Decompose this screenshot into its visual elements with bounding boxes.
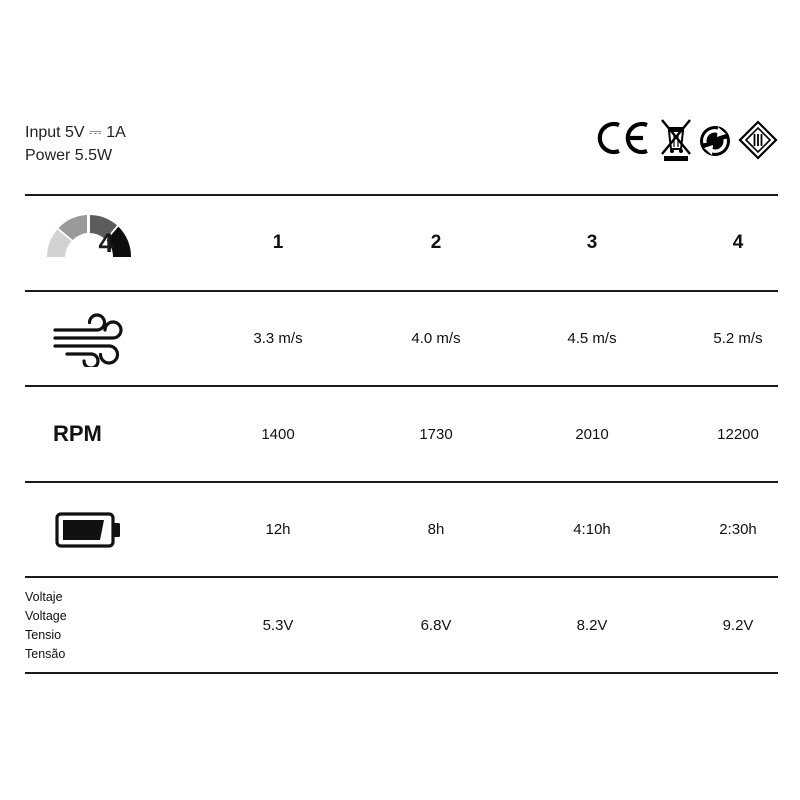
battery-life-2: 8h xyxy=(427,521,445,538)
wind-icon xyxy=(53,311,127,367)
rpm-label: RPM xyxy=(53,421,102,446)
battery-life-3: 4:10h xyxy=(573,521,611,538)
rpm-value-2: 1730 xyxy=(419,425,453,443)
wind-label xyxy=(53,292,127,385)
rpm-value-4: 12200 xyxy=(717,425,759,443)
speed-level-3: 3 xyxy=(586,232,598,253)
voltage-label-es: Voltaje xyxy=(25,590,63,604)
voltage-value-1: 5.3V xyxy=(262,616,294,634)
voltage-label-ca: Tensio xyxy=(25,628,62,642)
table-row xyxy=(25,483,778,576)
certification-marks xyxy=(596,114,792,164)
speed-level-2: 2 xyxy=(430,232,442,253)
wind-speed-2: 4.0 m/s xyxy=(411,330,461,347)
voltage-value-2: 6.8V xyxy=(420,616,452,634)
rpm-value-3: 2010 xyxy=(575,425,609,443)
wind-speed-1: 3.3 m/s xyxy=(253,330,303,347)
recycle-icon xyxy=(700,126,730,156)
speed-level-4: 4 xyxy=(732,232,744,253)
table-row xyxy=(25,292,778,385)
voltage-value-4: 9.2V xyxy=(722,616,754,634)
speed-gauge-icon xyxy=(43,210,135,280)
battery-icon xyxy=(55,512,123,548)
power-specs xyxy=(25,121,126,167)
voltage-label-en: Voltage xyxy=(25,609,67,623)
wind-speed-3: 4.5 m/s xyxy=(567,330,617,347)
voltage-labels xyxy=(25,588,67,664)
gauge-number: 4 xyxy=(98,228,114,258)
table-row xyxy=(25,578,778,672)
battery-life-4: 2:30h xyxy=(719,521,757,538)
speed-level-1: 1 xyxy=(272,232,284,253)
power-spec: Power 5.5W xyxy=(25,147,113,164)
voltage-label-pt: Tensão xyxy=(25,647,66,661)
weee-crossed-bin-icon xyxy=(662,120,690,161)
table-row xyxy=(25,387,778,481)
class-iii-icon xyxy=(740,122,776,158)
table-divider xyxy=(25,672,778,674)
ce-mark-icon xyxy=(600,124,647,152)
rpm-value-1: 1400 xyxy=(261,425,295,443)
table-header-row xyxy=(25,196,778,290)
voltage-value-3: 8.2V xyxy=(576,616,608,634)
battery-life-1: 12h xyxy=(265,521,291,538)
input-spec: Input 5V ⎓ 1A xyxy=(25,124,126,141)
wind-speed-4: 5.2 m/s xyxy=(713,330,763,347)
battery-label xyxy=(55,483,123,576)
